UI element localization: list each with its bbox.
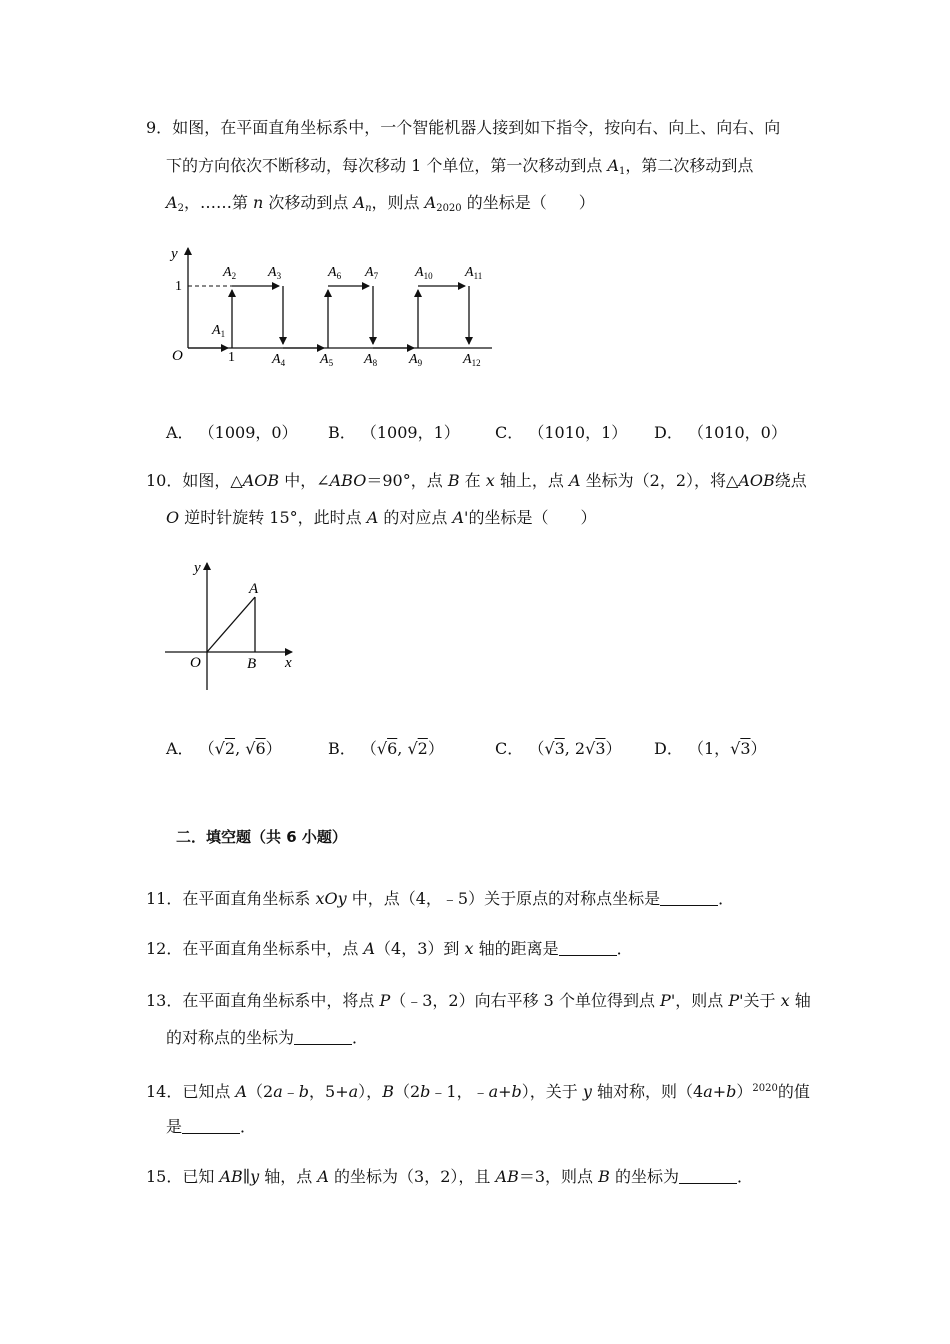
q9-point-a7: $A_7$ — [365, 265, 379, 281]
q14-answer-blank[interactable] — [182, 1119, 240, 1134]
q12: 12．在平面直角坐标系中，点 A（4，3）到 x 轴的距离是 ． — [146, 939, 633, 958]
q9-point-a8: $A_8$ — [364, 352, 378, 368]
q9-point-a4: $A_4$ — [272, 352, 286, 368]
q13-line-2: 的对称点的坐标为 ． — [166, 1028, 369, 1047]
q10-y-axis-label: y — [194, 560, 201, 576]
q9-option-b[interactable]: B． （1009，1） — [328, 423, 460, 442]
q15: 15．已知 AB∥y 轴，点 A 的坐标为（3，2），且 AB＝3，则点 B 的坐标为 ． — [146, 1167, 753, 1186]
q11-answer-blank[interactable] — [660, 891, 718, 906]
q15-answer-blank[interactable] — [679, 1169, 737, 1184]
q13-answer-blank[interactable] — [294, 1030, 352, 1045]
q10-figure — [160, 555, 310, 695]
q10-option-d[interactable]: D． （1，√3） — [654, 739, 767, 758]
q9-line-3: $A_2$，……第 n 次移动到点 $A_n$，则点 $A_{2020}$ 的坐标是（ ） — [166, 193, 595, 214]
q9-point-a5: $A_5$ — [320, 352, 334, 368]
q9-origin-label: O — [172, 348, 183, 364]
q9-option-a[interactable]: A． （1009，0） — [166, 423, 298, 442]
q9-option-d[interactable]: D． （1010，0） — [654, 423, 787, 442]
q10-point-b-label: B — [247, 656, 257, 672]
q13-line-1: 13．在平面直角坐标系中，将点 P（﹣3，2）向右平移 3 个单位得到点 P'，则点 P'关于 x 轴 — [146, 991, 811, 1010]
q9-line-2: 下的方向依次不断移动，每次移动 1 个单位，第一次移动到点 $A_1$，第二次移动到点 — [166, 156, 754, 177]
section-title: 二．填空题（共 6 小题） — [176, 828, 347, 846]
q14-line-1: 14．已知点 A（2a﹣b，5+a），B（2b﹣1，﹣a+b），关于 y 轴对称，则$(4a+b)^{2020}$的值 — [146, 1082, 810, 1101]
q9-y-axis-label: y — [171, 246, 178, 262]
q10-option-c[interactable]: C． （√3, 2√3） — [495, 739, 622, 758]
q10-option-b[interactable]: B． （√6, √2） — [328, 739, 444, 758]
q9-figure — [160, 238, 500, 378]
q11: 11．在平面直角坐标系 xOy 中，点（4，﹣5）关于原点的对称点坐标是 ． — [146, 889, 735, 908]
q9-point-a10: $A_{10}$ — [415, 265, 433, 281]
q12-answer-blank[interactable] — [559, 941, 617, 956]
q9-point-a11: $A_{11}$ — [465, 265, 483, 281]
q9-point-a12: $A_{12}$ — [463, 352, 481, 368]
q9-tick-x-label: 1 — [228, 350, 235, 365]
q9-tick-y-label: 1 — [175, 279, 182, 294]
q9-point-a6: $A_6$ — [328, 265, 342, 281]
q10-origin-label: O — [190, 655, 201, 671]
q9-point-a9: $A_9$ — [409, 352, 423, 368]
q10-line-1: 10．如图，△AOB 中，∠ABO＝90°，点 B 在 x 轴上，点 A 坐标为（2，2），将△AOB绕点 — [146, 471, 807, 490]
q9-point-a3: $A_3$ — [268, 265, 282, 281]
q10-point-a-label: A — [249, 581, 259, 597]
q10-option-a[interactable]: A． （√2, √6） — [166, 739, 282, 758]
q9-point-a1: $A_1$ — [212, 323, 226, 339]
q14-line-2: 是 ． — [166, 1117, 257, 1136]
q10-segment-oa — [207, 597, 255, 652]
q9-option-c[interactable]: C． （1010，1） — [495, 423, 628, 442]
q10-line-2: O 逆时针旋转 15°，此时点 A 的对应点 A'的坐标是（ ） — [166, 508, 597, 527]
q10-x-axis-label: x — [285, 655, 292, 671]
q9-line-1: 9．如图，在平面直角坐标系中，一个智能机器人接到如下指令，按向右、向上、向右、向 — [146, 118, 781, 137]
q9-point-a2: $A_2$ — [223, 265, 237, 281]
